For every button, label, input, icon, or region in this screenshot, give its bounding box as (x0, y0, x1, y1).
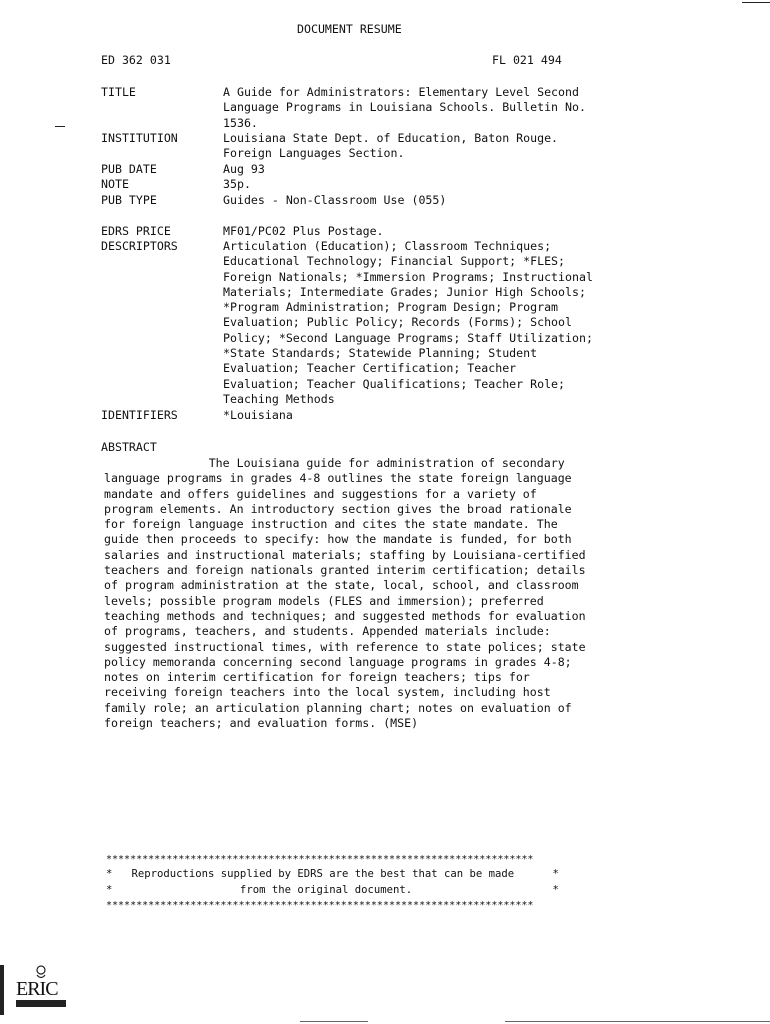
abstract-line: levels; possible program models (FLES and immersion); preferred (104, 593, 544, 608)
abstract-line: mandate and offers guidelines and suggestions for a variety of (104, 486, 537, 501)
pub-type-label: PUB TYPE (101, 193, 157, 207)
reproduction-notice-line: * Reproductions supplied by EDRS are the best that can be made * (106, 868, 559, 881)
abstract-line: family role; an articulation planning chart; notes on evaluation of (104, 700, 572, 715)
abstract-line: for foreign language instruction and cites the state mandate. The (104, 517, 558, 532)
descriptors-line: Articulation (Education); Classroom Techniques; (223, 239, 552, 253)
title-value (223, 85, 586, 131)
abstract-line: of programs, teachers, and students. Appended materials include: (104, 624, 551, 639)
descriptors-value (223, 239, 593, 407)
reproduction-notice-box (106, 852, 646, 913)
ed-number: ED 362 031 (101, 53, 171, 67)
abstract-line: teachers and foreign nationals granted interim certification; details (104, 563, 586, 578)
abstract-line: notes on interim certification for foreign teachers; tips for (104, 670, 530, 685)
descriptors-line: Materials; Intermediate Grades; Junior High Schools; (223, 284, 586, 299)
pub-date-label: PUB DATE (101, 162, 157, 176)
abstract-line: teaching methods and techniques; and suggested methods for evaluation (104, 608, 586, 623)
pub-date-value: Aug 93 (223, 162, 265, 176)
abstract-body (104, 456, 586, 731)
identifiers-label: IDENTIFIERS (101, 408, 178, 422)
descriptors-label: DESCRIPTORS (101, 239, 178, 253)
abstract-line: The Louisiana guide for administration of secondary (104, 456, 565, 470)
institution-line: Foreign Languages Section. (223, 146, 405, 161)
institution-value (223, 131, 558, 162)
scan-mark (742, 2, 770, 3)
eric-logo-text: ERIC (16, 978, 58, 1000)
abstract-line: of program administration at the state, local, school, and classroom (104, 578, 579, 593)
abstract-line: program elements. An introductory section gives the broad rationale (104, 501, 572, 516)
document-title: DOCUMENT RESUME (297, 22, 402, 36)
title-line: Language Programs in Louisiana Schools. Bulletin No. (223, 100, 586, 115)
star-border-top: *********************************************************************** (106, 854, 534, 865)
scan-mark (300, 1021, 368, 1022)
abstract-line: receiving foreign teachers into the local system, including host (104, 685, 551, 700)
descriptors-line: Educational Technology; Financial Support; *FLES; (223, 254, 566, 269)
abstract-line: language programs in grades 4-8 outlines the state foreign language (104, 471, 572, 486)
abstract-line: foreign teachers; and evaluation forms. (MSE) (104, 716, 419, 731)
note-value: 35p. (223, 177, 251, 191)
institution-label: INSTITUTION (101, 131, 178, 145)
fl-number: FL 021 494 (492, 53, 562, 67)
title-label: TITLE (101, 85, 136, 99)
descriptors-line: Policy; *Second Language Programs; Staff Utilization; (223, 330, 593, 345)
title-line: 1536. (223, 115, 258, 130)
descriptors-line: *Program Administration; Program Design; Program (223, 300, 559, 315)
edrs-price-value: MF01/PC02 Plus Postage. (223, 224, 384, 238)
institution-line: Louisiana State Dept. of Education, Baton Rouge. (223, 131, 559, 145)
star-border-bottom: *********************************************************************** (106, 899, 534, 911)
descriptors-line: Evaluation; Teacher Certification; Teacher (223, 361, 517, 376)
title-line: A Guide for Administrators: Elementary Level Second (223, 85, 579, 99)
scan-mark (55, 126, 65, 127)
descriptors-line: Evaluation; Teacher Qualifications; Teacher Role; (223, 376, 566, 391)
pub-type-value: Guides - Non-Classroom Use (055) (223, 193, 447, 207)
note-label: NOTE (101, 177, 129, 191)
reproduction-notice-line: * from the original document. * (106, 883, 559, 896)
eric-logo-icon (14, 962, 68, 1010)
scan-edge-mark (0, 965, 4, 1015)
descriptors-line: Teaching Methods (223, 391, 335, 406)
abstract-line: salaries and instructional materials; staffing by Louisiana-certified (104, 547, 586, 562)
descriptors-line: Foreign Nationals; *Immersion Programs; Instructional (223, 269, 593, 284)
abstract-line: policy memoranda concerning second language programs in grades 4-8; (104, 654, 572, 669)
descriptors-line: *State Standards; Statewide Planning; Student (223, 346, 538, 361)
edrs-price-label: EDRS PRICE (101, 224, 171, 238)
identifiers-value: *Louisiana (223, 408, 293, 422)
descriptors-line: Evaluation; Public Policy; Records (Forms); School (223, 315, 573, 330)
abstract-label: ABSTRACT (101, 440, 157, 454)
abstract-line: suggested instructional times, with reference to state polices; state (104, 639, 586, 654)
abstract-line: guide then proceeds to specify: how the mandate is funded, for both (104, 532, 572, 547)
scan-mark (505, 1021, 770, 1022)
